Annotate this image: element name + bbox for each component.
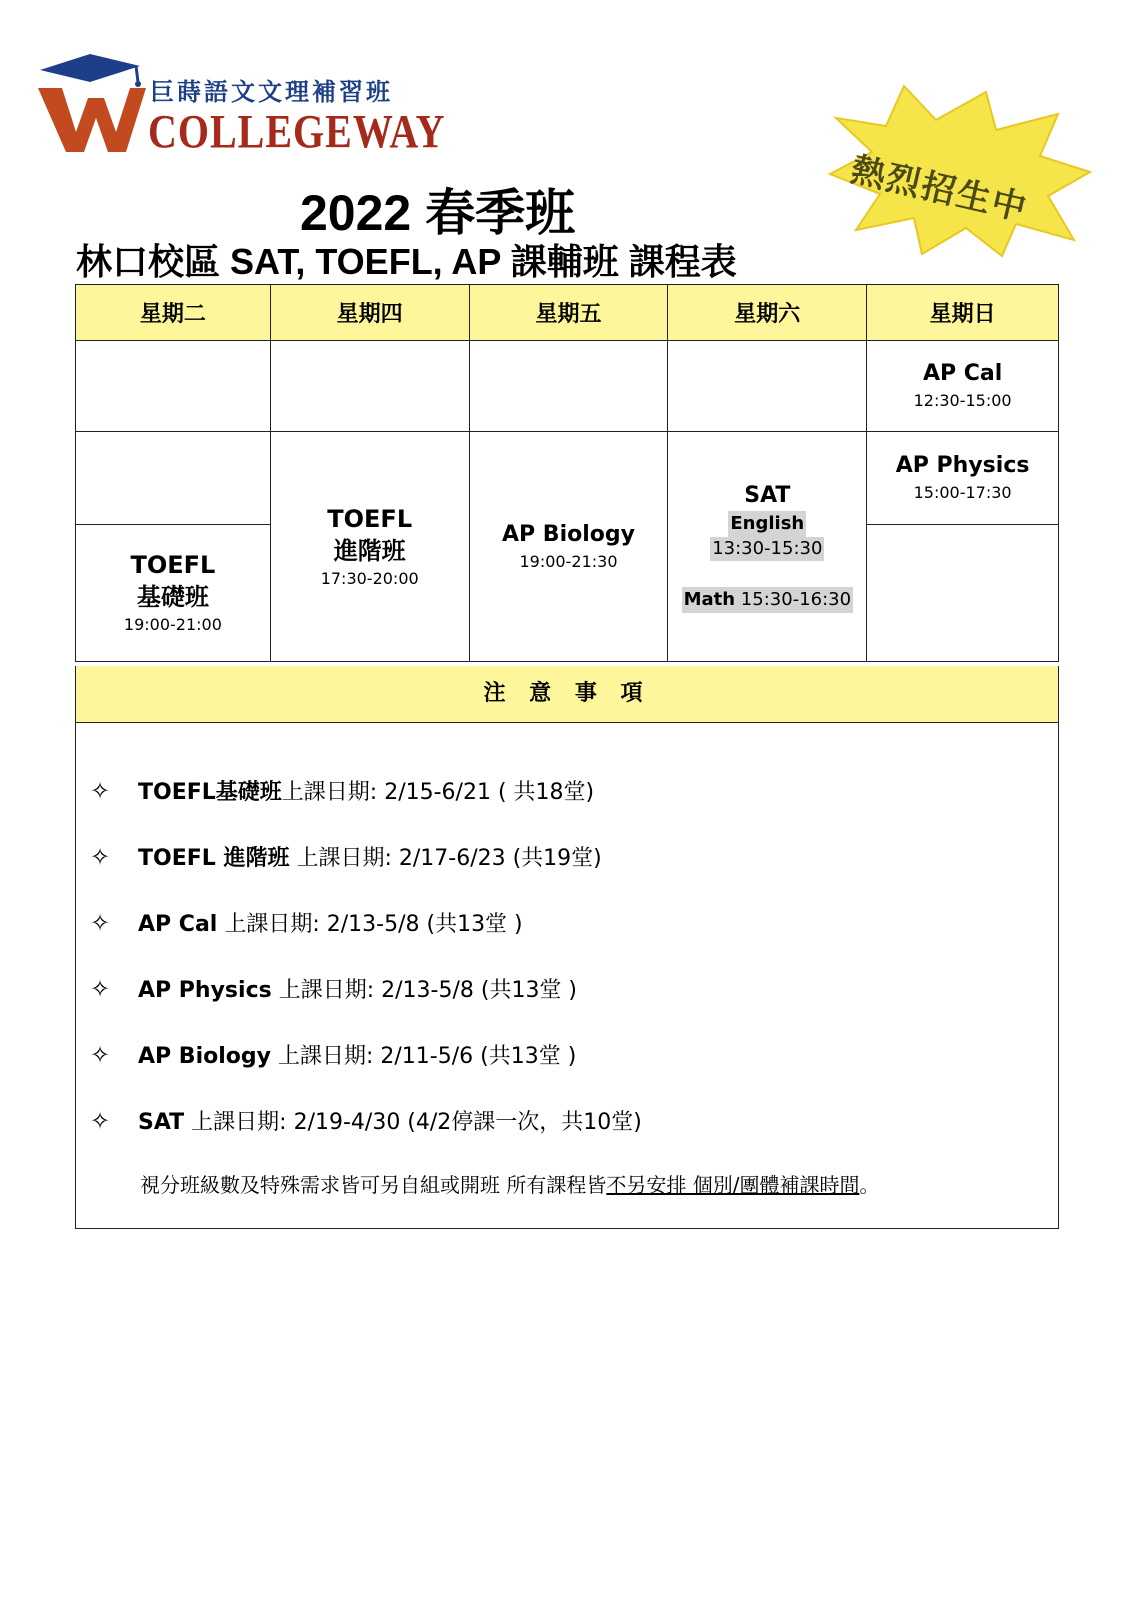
empty-cell (270, 341, 469, 432)
class-level: 基礎班 (136, 583, 209, 611)
schedule-header-row (76, 285, 1059, 341)
day-header-fri: 星期五 (469, 285, 668, 341)
sat-math-label: Math (683, 588, 736, 610)
class-time: 15:00-17:30 (913, 483, 1012, 502)
empty-cell (668, 341, 867, 432)
note-item (90, 775, 594, 806)
sat-math-time: 15:30-16:30 (740, 588, 852, 610)
sparkle-bullet-icon: ✧ (90, 843, 111, 871)
schedule-table (75, 284, 1059, 662)
notes-footnote (140, 1169, 879, 1198)
sparkle-bullet-icon: ✧ (90, 1041, 111, 1069)
page-title: 2022 春季班 (300, 185, 576, 241)
note-course: AP Cal (138, 912, 218, 937)
note-dates: 上課日期: 2/19-4/30 (4/2停課一次，共10堂) (184, 1110, 642, 1135)
note-dates: 上課日期: 2/13-5/8 (共13堂 ) (217, 912, 523, 937)
class-name: TOEFL (327, 504, 413, 533)
thu-toefl-advanced-cell (270, 432, 469, 662)
fri-ap-biology-cell (469, 432, 668, 662)
schedule-row (76, 432, 1059, 525)
empty-cell (76, 341, 271, 432)
sparkle-bullet-icon: ✧ (90, 909, 111, 937)
class-time: 19:00-21:30 (519, 551, 618, 571)
class-name: AP Physics (895, 453, 1030, 478)
class-time: 12:30-15:00 (913, 391, 1012, 410)
class-name: AP Biology (502, 521, 635, 547)
sun-ap-physics-cell (867, 432, 1059, 525)
empty-cell (76, 432, 271, 525)
note-dates: 上課日期: 2/15-6/21 ( 共18堂) (281, 780, 595, 805)
day-header-thu: 星期四 (270, 285, 469, 341)
note-item (90, 1039, 576, 1070)
note-dates: 上課日期: 2/17-6/23 (共19堂) (289, 846, 602, 871)
notes-box (75, 723, 1059, 1229)
note-item (90, 907, 523, 938)
note-course: TOEFL 進階班 (138, 846, 290, 871)
class-time: 17:30-20:00 (320, 568, 419, 588)
sat-sat-cell (668, 432, 867, 662)
class-name: TOEFL (130, 551, 216, 579)
footnote-underlined-text: 不另安排 個別/團體補課時間 (606, 1173, 860, 1197)
graduation-cap-w-icon (38, 52, 158, 162)
sun-ap-cal-cell (867, 341, 1059, 432)
note-item (90, 973, 577, 1004)
sat-english-time: 13:30-15:30 (712, 537, 823, 559)
empty-cell (469, 341, 668, 432)
note-course: AP Physics (138, 978, 272, 1003)
day-header-sat: 星期六 (668, 285, 867, 341)
empty-cell (867, 525, 1059, 662)
logo-english-name: COLLEGEWAY (148, 105, 446, 159)
class-time: 19:00-21:00 (123, 615, 222, 634)
page-subtitle: 林口校區 SAT, TOEFL, AP 課輔班 課程表 (76, 241, 737, 282)
day-header-sun: 星期日 (867, 285, 1059, 341)
schedule-row (76, 341, 1059, 432)
sat-english-label: English (728, 511, 806, 537)
footnote-end: 。 (859, 1173, 880, 1197)
note-course: AP Biology (138, 1044, 271, 1069)
class-name: AP Cal (922, 361, 1003, 386)
recruiting-badge-text: 熱烈招生中 (847, 149, 1032, 230)
collegeway-logo (38, 52, 446, 162)
class-name: SAT (744, 482, 791, 508)
note-course: SAT (138, 1110, 185, 1135)
sparkle-bullet-icon: ✧ (90, 975, 111, 1003)
class-level: 進階班 (333, 536, 406, 565)
day-header-tue: 星期二 (76, 285, 271, 341)
footnote-text: 視分班級數及特殊需求皆可另自組或開班 所有課程皆 (140, 1173, 607, 1197)
note-course: TOEFL基礎班 (138, 780, 282, 805)
notes-heading: 注 意 事 項 (75, 666, 1059, 723)
sparkle-bullet-icon: ✧ (90, 1107, 111, 1135)
sparkle-bullet-icon: ✧ (90, 777, 111, 805)
note-item (90, 841, 602, 872)
note-dates: 上課日期: 2/11-5/6 (共13堂 ) (270, 1044, 577, 1069)
logo-chinese-name: 巨蒔語文文理補習班 (150, 77, 393, 106)
note-dates: 上課日期: 2/13-5/8 (共13堂 ) (271, 978, 578, 1003)
note-item (90, 1105, 642, 1136)
tue-toefl-basic-cell (76, 525, 271, 662)
